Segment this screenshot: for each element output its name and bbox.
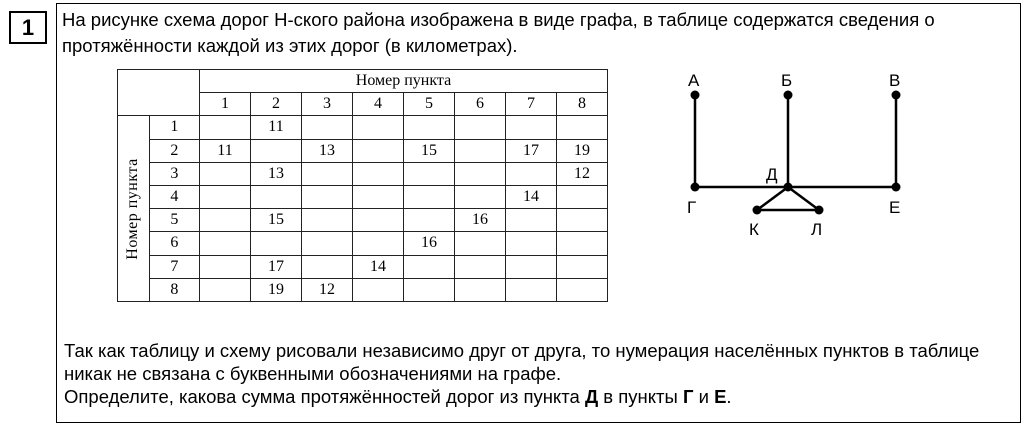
column-header: 2 <box>251 93 302 116</box>
table-cell <box>404 255 455 278</box>
row-header: 5 <box>149 209 199 232</box>
row-header: 7 <box>149 255 199 278</box>
table-cell <box>455 278 506 301</box>
label-l: Л <box>811 220 823 239</box>
table-cell <box>557 209 608 232</box>
node-e <box>892 183 901 192</box>
table-cell <box>404 209 455 232</box>
node-d <box>784 183 793 192</box>
point-d-bold: Д <box>584 386 599 407</box>
table-row <box>118 116 608 139</box>
label-b: Б <box>781 71 793 90</box>
table-cell <box>302 255 353 278</box>
row-header: 3 <box>149 162 199 185</box>
label-e: Е <box>889 198 901 217</box>
table-cell: 14 <box>506 185 557 208</box>
table-cell <box>557 116 608 139</box>
table-cell: 17 <box>251 255 302 278</box>
table-row <box>118 278 608 301</box>
row-header: 4 <box>149 185 199 208</box>
table-cell: 16 <box>404 232 455 255</box>
question-text: Определите, какова сумма протяжённостей дорог из пункта Д в пункты Г и Е. <box>64 386 732 407</box>
table-cell: 12 <box>302 278 353 301</box>
node-a <box>691 91 700 100</box>
table-cell <box>506 162 557 185</box>
table-cell <box>404 278 455 301</box>
table-cell: 19 <box>251 278 302 301</box>
row-group-header-text: Номер пункта <box>124 157 142 260</box>
point-g-bold: Г <box>682 386 694 407</box>
table-cell <box>557 278 608 301</box>
table-cell <box>404 162 455 185</box>
column-header: 3 <box>302 93 353 116</box>
label-g: Г <box>687 198 697 217</box>
table-cell <box>353 139 404 162</box>
table-cell <box>404 185 455 208</box>
column-header: 7 <box>506 93 557 116</box>
table-cell: 17 <box>506 139 557 162</box>
edge-d-k <box>757 187 788 210</box>
table-cell <box>455 255 506 278</box>
node-l <box>815 206 824 215</box>
table-cell <box>353 116 404 139</box>
table-cell <box>557 232 608 255</box>
table-cell: 19 <box>557 139 608 162</box>
table-cell <box>251 139 302 162</box>
table-row <box>118 162 608 185</box>
label-v: В <box>889 71 901 90</box>
table-cell: 13 <box>251 162 302 185</box>
column-header: 5 <box>404 93 455 116</box>
table-corner <box>118 70 200 116</box>
table-cell <box>353 162 404 185</box>
table-cell: 16 <box>455 209 506 232</box>
column-header: 6 <box>455 93 506 116</box>
node-v <box>892 91 901 100</box>
point-e-bold: Е <box>714 386 727 407</box>
table-cell <box>200 162 251 185</box>
table-cell <box>557 255 608 278</box>
outro-text: Так как таблицу и схему рисовали независимо друг от друга, то нумерация населённых пунктов в таблице никак не связана с буквенными обозначениями на графе. <box>64 340 980 384</box>
table-cell <box>200 255 251 278</box>
table-cell <box>455 139 506 162</box>
task-intro: На рисунке схема дорог Н-ского района изображена в виде графа, в таблице содержатся сведения о протяжённости каждой из этих дорог (в километрах). <box>62 9 935 56</box>
table-cell <box>353 209 404 232</box>
table-row <box>118 232 608 255</box>
table-cell <box>404 116 455 139</box>
row-header: 6 <box>149 232 199 255</box>
table-cell <box>200 116 251 139</box>
table-row <box>118 139 608 162</box>
table-cell <box>302 185 353 208</box>
table-row <box>118 209 608 232</box>
table-cell <box>353 278 404 301</box>
node-b <box>784 91 793 100</box>
table-cell <box>455 185 506 208</box>
table-cell: 13 <box>302 139 353 162</box>
table-cell: 15 <box>251 209 302 232</box>
row-group-header <box>118 116 150 302</box>
column-group-header: Номер пункта <box>200 70 608 93</box>
table-cell: 14 <box>353 255 404 278</box>
node-k <box>753 206 762 215</box>
table-cell <box>200 185 251 208</box>
table-cell <box>302 209 353 232</box>
road-graph <box>660 60 950 245</box>
table-cell <box>302 232 353 255</box>
row-header: 8 <box>149 278 199 301</box>
table-row <box>118 185 608 208</box>
table-cell <box>506 278 557 301</box>
table-cell <box>353 232 404 255</box>
table-cell <box>302 116 353 139</box>
column-header: 8 <box>557 93 608 116</box>
label-k: К <box>749 220 759 239</box>
column-header: 1 <box>200 93 251 116</box>
table-cell <box>200 232 251 255</box>
table-cell: 11 <box>200 139 251 162</box>
table-cell <box>506 116 557 139</box>
label-a: А <box>688 71 700 90</box>
table-cell <box>200 209 251 232</box>
table-cell <box>557 185 608 208</box>
table-cell: 11 <box>251 116 302 139</box>
table-cell <box>353 185 404 208</box>
table-cell <box>302 162 353 185</box>
task-outro <box>64 339 1019 408</box>
table-cell <box>506 232 557 255</box>
table-cell <box>200 278 251 301</box>
table-cell <box>506 255 557 278</box>
table-row <box>118 255 608 278</box>
table-cell <box>251 232 302 255</box>
edge-d-l <box>788 187 819 210</box>
table-cell <box>251 185 302 208</box>
distance-table <box>117 69 608 302</box>
row-header: 1 <box>149 116 199 139</box>
table-cell <box>506 209 557 232</box>
row-header: 2 <box>149 139 199 162</box>
column-header: 4 <box>353 93 404 116</box>
table-cell: 15 <box>404 139 455 162</box>
node-g <box>691 183 700 192</box>
task-number: 1 <box>9 11 47 44</box>
table-cell <box>455 232 506 255</box>
table-cell: 12 <box>557 162 608 185</box>
label-d: Д <box>766 165 778 184</box>
table-cell <box>455 116 506 139</box>
table-cell <box>455 162 506 185</box>
